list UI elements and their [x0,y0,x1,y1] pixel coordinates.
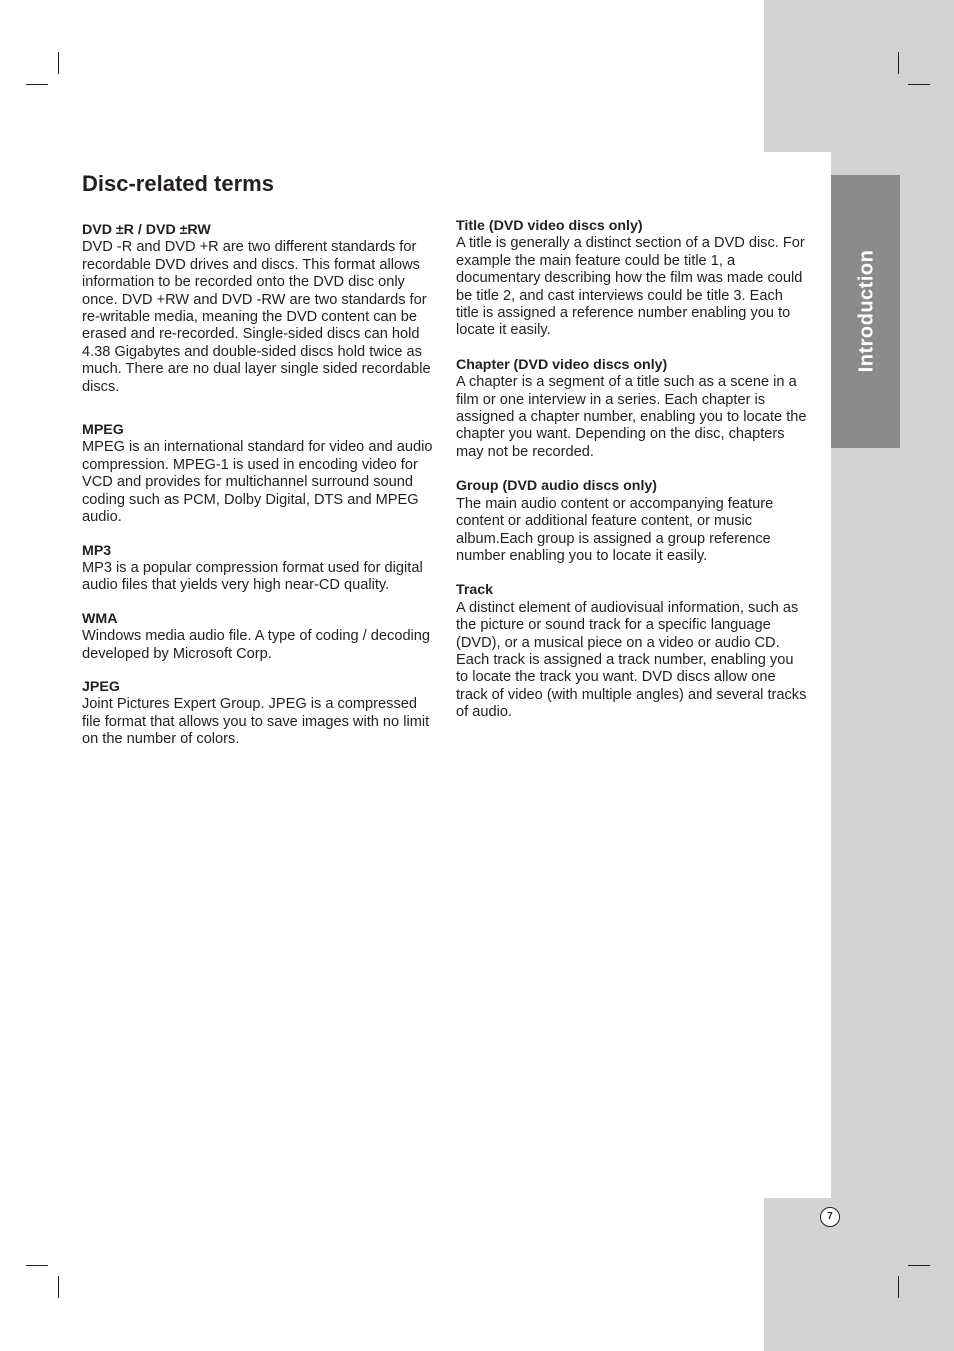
term-chapter [456,357,808,461]
crop-mark [898,52,899,74]
right-column [456,218,808,722]
text-line: the picture or sound track for a specific language [456,617,771,634]
term-wma [82,611,437,663]
term-heading: Title (DVD video discs only) [456,218,643,234]
crop-mark [26,84,48,85]
text-line: audio files that yields very high near-CD quality. [82,577,390,594]
term-heading: WMA [82,610,118,627]
text-line: erased and re-recorded. Single-sided discs can hold [82,326,420,343]
text-line: example the main feature could be title 1, a [456,252,736,269]
term-jpeg [82,679,437,749]
text-line: information to be recorded onto the DVD disc only [82,274,405,291]
text-line: 4.38 Gigabytes and double-sided discs hold twice as [82,343,422,360]
text-line: film or one interview in a series. Each chapter is [456,391,766,408]
term-heading: Track [456,582,494,599]
term-body [456,496,808,566]
crop-mark [26,1265,48,1266]
left-column [82,222,437,749]
text-line: audio. [82,509,122,526]
term-body [82,239,437,396]
text-line: much. There are no dual layer single sided recordable [82,361,431,378]
term-mpeg [82,422,437,526]
text-line: be title 2, and cast interviews could be title 3. Each [456,287,783,304]
text-line: number enabling you to locate it easily. [456,547,708,564]
side-band [764,1198,954,1351]
text-line: VCD and provides for multichannel surround sound [82,474,413,491]
page-number: 7 [820,1207,840,1227]
term-heading: DVD ±R / DVD ±RW [82,222,211,238]
text-line: Each track is assigned a track number, enabling you [456,651,794,668]
term-heading: JPEG [82,678,120,695]
term-body [456,600,808,722]
crop-mark [908,84,930,85]
text-line: may not be recorded. [456,443,594,460]
text-line: A title is generally a distinct section of a DVD disc. For [456,235,805,252]
text-line: chapter you want. Depending on the disc, chapters [456,426,785,443]
crop-mark [58,1276,59,1298]
term-body [456,235,808,339]
term-group [456,478,808,565]
text-line: content or additional feature content, or music [456,513,753,530]
text-line: The main audio content or accompanying feature [456,495,774,512]
term-heading: MP3 [82,542,112,559]
term-body [82,628,437,663]
term-body [82,560,437,595]
term-body [82,439,437,526]
text-line: developed by Microsoft Corp. [82,645,272,662]
text-line: file format that allows you to save images with no limit [82,713,430,730]
text-line: discs. [82,378,120,395]
text-line: locate it easily. [456,322,551,339]
page-title: Disc-related terms [82,171,274,196]
text-line: to locate the track you want. DVD discs allow one [456,669,776,686]
text-line: DVD -R and DVD +R are two different standards for [82,239,417,256]
text-line: coding such as PCM, Dolby Digital, DTS and MPEG [82,491,419,508]
text-line: documentary describing how the film was made could [456,270,803,287]
text-line: (DVD), or a musical piece on a video or audio CD. [456,634,780,651]
text-line: album.Each group is assigned a group reference [456,530,771,547]
section-tab-label: Introduction [855,249,878,373]
term-heading: Group (DVD audio discs only) [456,478,658,495]
text-line: Windows media audio file. A type of coding / decoding [82,628,431,645]
text-line: on the number of colors. [82,731,240,748]
text-line: re-writable media, meaning the DVD content can be [82,309,418,326]
text-line: A chapter is a segment of a title such as a scene in a [456,374,797,391]
term-heading: Chapter (DVD video discs only) [456,356,668,373]
term-title [456,218,808,340]
text-line: title is assigned a reference number enabling you to [456,305,791,322]
crop-mark [908,1265,930,1266]
term-heading: MPEG [82,422,124,439]
term-track [456,582,808,721]
crop-mark [898,1276,899,1298]
text-line: MPEG is an international standard for video and audio [82,439,433,456]
crop-mark [58,52,59,74]
text-line: track of video (with multiple angles) and several tracks [456,686,807,703]
text-line: MP3 is a popular compression format used for digital [82,559,423,576]
text-line: recordable DVD drives and discs. This format allows [82,256,420,273]
text-line: compression. MPEG-1 is used in encoding video for [82,456,418,473]
term-mp3 [82,543,437,595]
side-band [764,0,954,152]
text-line: of audio. [456,704,512,721]
text-line: assigned a chapter number, enabling you to locate the [456,409,807,426]
text-line: A distinct element of audiovisual information, such as [456,599,799,616]
term-dvd-r-rw [82,222,437,396]
text-line: Joint Pictures Expert Group. JPEG is a compressed [82,696,417,713]
text-line: once. DVD +RW and DVD -RW are two standards for [82,291,427,308]
term-body [82,696,437,748]
term-body [456,374,808,461]
